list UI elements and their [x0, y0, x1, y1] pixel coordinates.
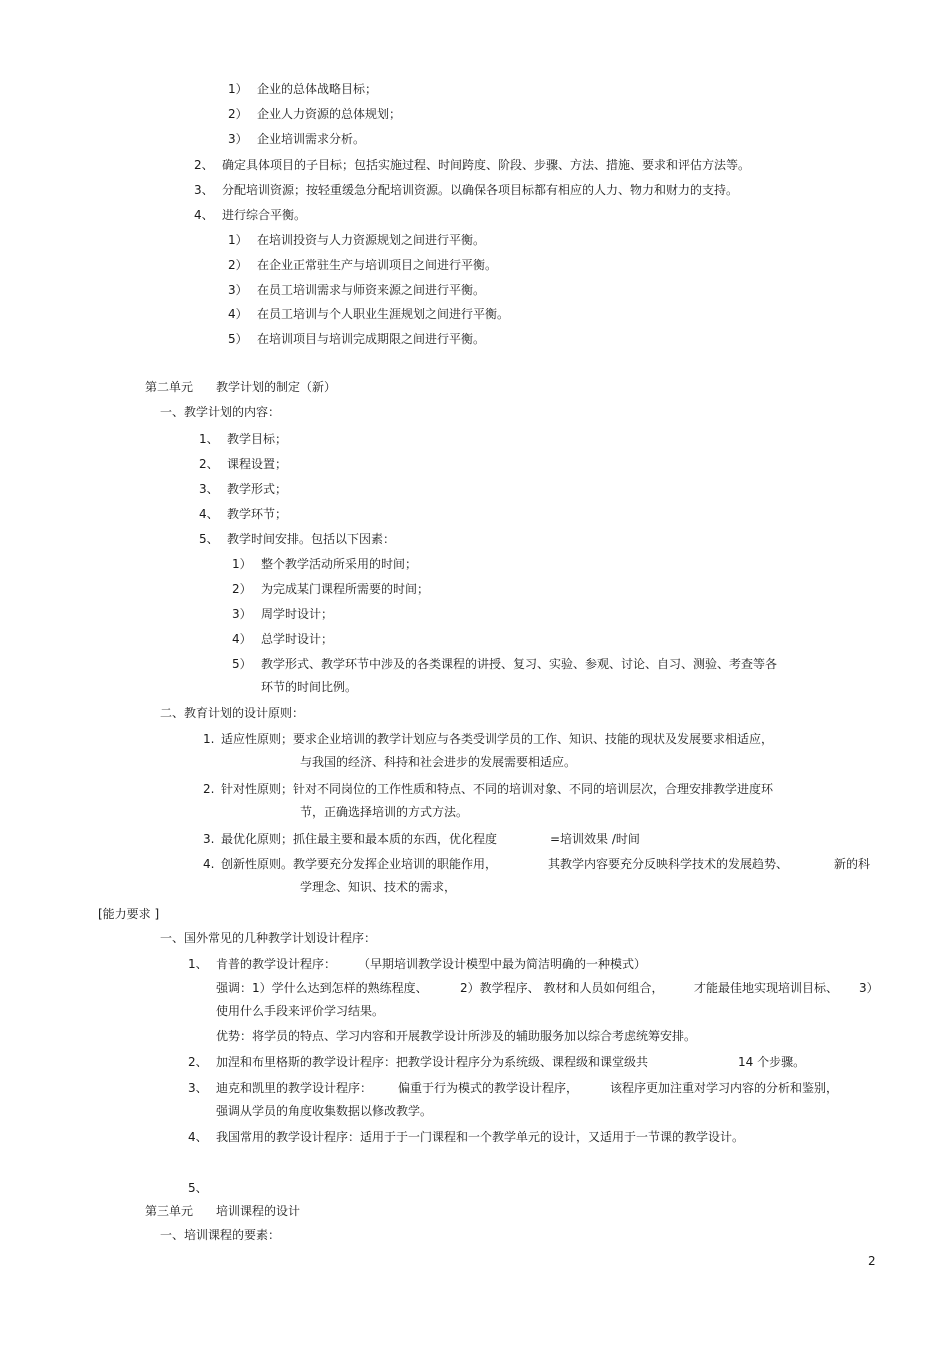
- list-number: 5）: [232, 657, 252, 671]
- principle-continuation: 与我国的经济、科持和社会进步的发展需要相适应。: [300, 755, 577, 769]
- list-number: 4）: [232, 632, 252, 646]
- list-item: 教学形式；: [227, 482, 288, 496]
- list-number: 5、: [199, 532, 219, 546]
- principle-continuation: 节，正确选择培训的方式方法。: [300, 805, 469, 819]
- list-item: 教学时间安排。包括以下因素：: [227, 532, 396, 546]
- list-item: 教学目标；: [227, 432, 288, 446]
- list-number: 1.: [203, 732, 215, 746]
- procedure-continuation: 强调从学员的角度收集数据以修改教学。: [216, 1104, 433, 1118]
- procedure-advantage: 优势：将学员的特点、学习内容和开展教学设计所涉及的辅助服务加以综合考虑统筹安排。: [216, 1029, 697, 1043]
- procedure-item: 加涅和布里格斯的教学设计程序：把教学设计程序分为系统级、课程级和课堂级共: [216, 1055, 649, 1069]
- procedure-emphasis: 2）教学程序、 教材和人员如何组合，: [460, 981, 664, 995]
- list-number: 2）: [228, 258, 248, 272]
- list-item: 确定具体项目的子目标；包括实施过程、时间跨度、阶段、步骤、方法、措施、要求和评估方法等。: [222, 158, 751, 172]
- unit-heading: 第二单元: [145, 380, 194, 394]
- list-item-continuation: 环节的时间比例。: [261, 680, 358, 694]
- list-number: 4、: [199, 507, 219, 521]
- list-number: 2、: [199, 457, 219, 471]
- list-item: 教学环节；: [227, 507, 288, 521]
- list-number: 3、: [188, 1081, 208, 1095]
- list-item: 总学时设计；: [261, 632, 334, 646]
- list-number: 2.: [203, 782, 215, 796]
- list-item: 在员工培训需求与师资来源之间进行平衡。: [257, 283, 486, 297]
- procedure-item-end: 该程序更加注重对学习内容的分析和鉴别，: [610, 1081, 839, 1095]
- list-item: 教学形式、教学环节中涉及的各类课程的讲授、复习、实验、参观、讨论、自习、测验、考查等各: [261, 657, 778, 671]
- procedure-item: 肯普的教学设计程序：: [216, 957, 337, 971]
- list-item: 企业培训需求分析。: [257, 132, 366, 146]
- list-number: 1、: [199, 432, 219, 446]
- procedure-item: 迪克和凯里的教学设计程序：: [216, 1081, 373, 1095]
- section-heading: 二、教育计划的设计原则：: [160, 706, 305, 720]
- procedure-emphasis: 3）: [859, 981, 879, 995]
- list-number: 2）: [228, 107, 248, 121]
- list-item: 在企业正常驻生产与培训项目之间进行平衡。: [257, 258, 498, 272]
- section-heading: 一、培训课程的要素：: [160, 1228, 281, 1242]
- list-number: 3、: [199, 482, 219, 496]
- list-number: 4、: [194, 208, 214, 222]
- procedure-note: （早期培训教学设计模型中最为简洁明确的一种模式）: [358, 957, 647, 971]
- principle-item-mid: 其教学内容要充分反映科学技术的发展趋势、: [548, 857, 789, 871]
- list-item: 企业人力资源的总体规划；: [257, 107, 402, 121]
- procedure-emphasis-continuation: 使用什么手段来评价学习结果。: [216, 1004, 385, 1018]
- list-number: 5、: [188, 1181, 208, 1195]
- list-number: 1）: [232, 557, 252, 571]
- list-item: 进行综合平衡。: [222, 208, 307, 222]
- list-item: 整个教学活动所采用的时间；: [261, 557, 418, 571]
- list-number: 3）: [232, 607, 252, 621]
- principle-item: 最优化原则；抓住最主要和最本质的东西，优化程度: [221, 832, 498, 846]
- list-item: 分配培训资源；按轻重缓急分配培训资源。以确保各项目标都有相应的人力、物力和财力的支持。: [222, 183, 739, 197]
- list-number: 1、: [188, 957, 208, 971]
- list-number: 2、: [188, 1055, 208, 1069]
- list-number: 3）: [228, 132, 248, 146]
- principle-item: 针对性原则；针对不同岗位的工作性质和特点、不同的培训对象、不同的培训层次，合理安排教学进度环: [221, 782, 774, 796]
- principle-item-end: 新的科: [834, 857, 871, 871]
- list-number: 3）: [228, 283, 248, 297]
- list-item: 周学时设计；: [261, 607, 334, 621]
- unit-title: 教学计划的制定（新）: [216, 380, 337, 394]
- list-item: 为完成某门课程所需要的时间；: [261, 582, 430, 596]
- section-heading: 一、国外常见的几种教学计划设计程序：: [160, 931, 377, 945]
- procedure-item-mid: 偏重于行为模式的教学设计程序，: [398, 1081, 579, 1095]
- list-number: 2）: [232, 582, 252, 596]
- unit-heading: 第三单元: [145, 1204, 194, 1218]
- list-number: 2、: [194, 158, 214, 172]
- principle-continuation: 学理念、知识、技术的需求，: [300, 880, 457, 894]
- procedure-emphasis: 才能最佳地实现培训目标、: [694, 981, 839, 995]
- procedure-emphasis: 强调：1）学什么达到怎样的熟练程度、: [216, 981, 428, 995]
- unit-title: 培训课程的设计: [216, 1204, 301, 1218]
- list-number: 1）: [228, 82, 248, 96]
- list-item: 在培训项目与培训完成期限之间进行平衡。: [257, 332, 486, 346]
- procedure-item-end: 14 个步骤。: [738, 1055, 806, 1069]
- list-number: 4）: [228, 307, 248, 321]
- principle-item: 创新性原则。教学要充分发挥企业培训的职能作用，: [221, 857, 498, 871]
- section-heading: 一、教学计划的内容：: [160, 405, 281, 419]
- procedure-item: 我国常用的教学设计程序：适用于于一门课程和一个教学单元的设计，又适用于一节课的教学设计。: [216, 1130, 745, 1144]
- principle-item: 适应性原则；要求企业培训的教学计划应与各类受训学员的工作、知识、技能的现状及发展要求相适应，: [221, 732, 774, 746]
- list-number: 3.: [203, 832, 215, 846]
- list-item: 在培训投资与人力资源规划之间进行平衡。: [257, 233, 486, 247]
- list-number: 4.: [203, 857, 215, 871]
- ability-heading: [能力要求 ]: [98, 907, 160, 921]
- principle-formula: =培训效果 /时间: [550, 832, 640, 846]
- list-number: 5）: [228, 332, 248, 346]
- list-item: 在员工培训与个人职业生涯规划之间进行平衡。: [257, 307, 510, 321]
- list-item: 课程设置；: [227, 457, 288, 471]
- list-number: 4、: [188, 1130, 208, 1144]
- list-number: 1）: [228, 233, 248, 247]
- list-number: 3、: [194, 183, 214, 197]
- list-item: 企业的总体战略目标；: [257, 82, 378, 96]
- page-number: 2: [868, 1254, 876, 1268]
